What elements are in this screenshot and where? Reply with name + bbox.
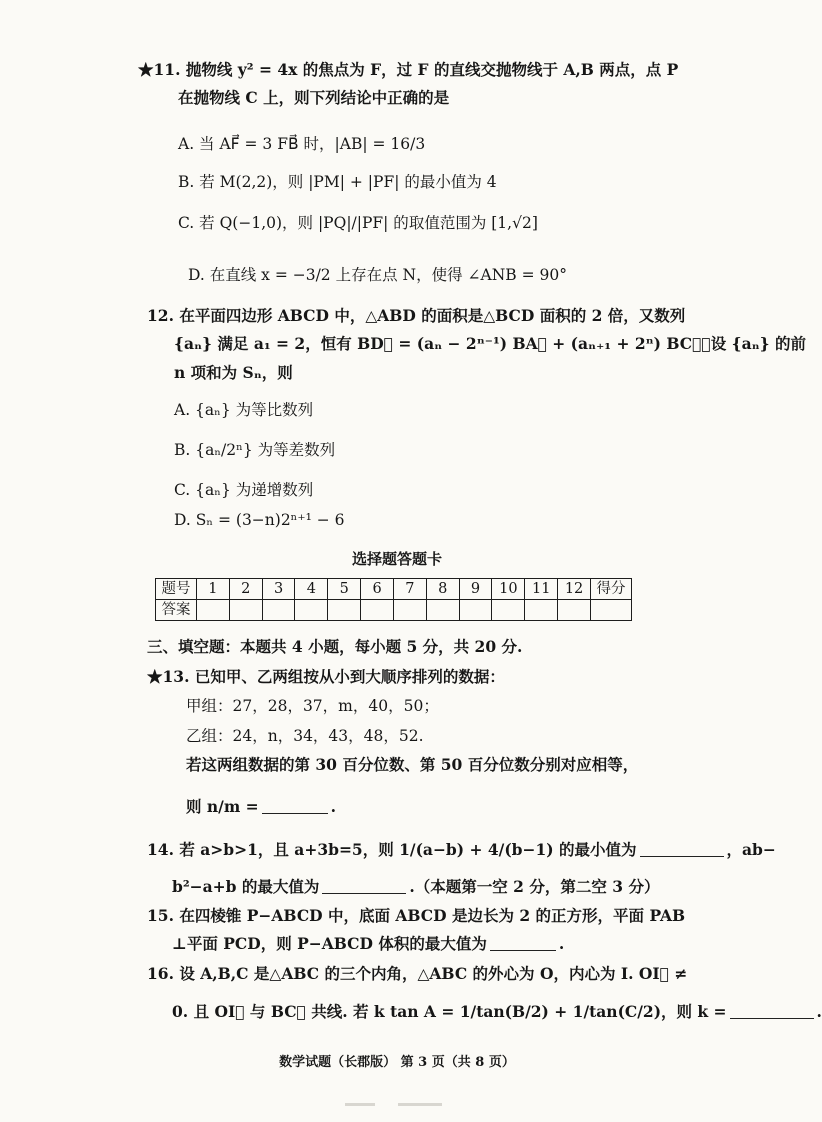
q13-line4: 若这两组数据的第 30 百分位数、第 50 百分位数分别对应相等， xyxy=(186,755,639,774)
question-number-cell: 1 xyxy=(197,579,230,600)
answer-cell[interactable] xyxy=(295,600,328,621)
q16-line1: 16. 设 A,B,C 是△ABC 的三个内角，△ABC 的外心为 O，内心为 I. OI⃗ ≠ xyxy=(147,964,688,983)
q13-group-b: 乙组：24，n，34，43，48，52. xyxy=(186,727,424,745)
answer-cell[interactable] xyxy=(426,600,459,621)
q11-option-d: D. 在直线 x = −3/2 上存在点 N，使得 ∠ANB = 90° xyxy=(188,266,567,284)
question-number-cell: 5 xyxy=(328,579,361,600)
answer-header: 答案 xyxy=(156,600,197,621)
answer-cell[interactable] xyxy=(492,600,525,621)
question-number-cell: 11 xyxy=(525,579,558,600)
question-number-cell: 9 xyxy=(459,579,492,600)
q15-line2 xyxy=(172,934,564,954)
answer-cell[interactable] xyxy=(393,600,426,621)
q12-option-d: D. Sₙ = (3−n)2ⁿ⁺¹ − 6 xyxy=(174,511,345,529)
answer-cell[interactable] xyxy=(558,600,591,621)
q12-line3: n 项和为 Sₙ，则 xyxy=(174,363,293,382)
q15-line1: 15. 在四棱锥 P−ABCD 中，底面 ABCD 是边长为 2 的正方形，平面 PAB xyxy=(147,906,686,925)
q14-line1 xyxy=(147,840,776,860)
scan-mark xyxy=(398,1103,442,1106)
page-footer: 数学试题（长郡版） 第 3 页（共 8 页） xyxy=(279,1055,515,1070)
answer-card-title: 选择题答题卡 xyxy=(351,550,442,568)
score-header: 得分 xyxy=(591,579,632,600)
q12-option-b: B. {aₙ/2ⁿ} 为等差数列 xyxy=(174,441,336,459)
q13-line1: ★13. 已知甲、乙两组按从小到大顺序排列的数据： xyxy=(147,667,505,686)
q13-group-a: 甲组：27，28，37，m，40，50； xyxy=(186,697,439,715)
q12-option-c: C. {aₙ} 为递增数列 xyxy=(174,481,314,499)
question-number-cell: 7 xyxy=(393,579,426,600)
q14-line2 xyxy=(172,877,659,897)
q12-option-a: A. {aₙ} 为等比数列 xyxy=(174,401,314,419)
q11-line1: ★11. 抛物线 y² = 4x 的焦点为 F，过 F 的直线交抛物线于 A,B 两点，点 P xyxy=(138,60,679,79)
question-number-cell: 8 xyxy=(426,579,459,600)
q13-prefix: 则 n/m = xyxy=(186,797,259,816)
question-number-cell: 10 xyxy=(492,579,525,600)
q16-text: 0. 且 OI⃗ 与 BC⃗ 共线. 若 k tan A = 1/tan(B/2) + 1/tan(C/2)，则 k = xyxy=(172,1002,727,1021)
q13-suffix: . xyxy=(330,797,337,816)
q14-text-4: .（本题第一空 2 分，第二空 3 分） xyxy=(409,877,660,896)
q15-text: ⊥平面 PCD，则 P−ABCD 体积的最大值为 xyxy=(172,934,487,953)
answer-cell[interactable] xyxy=(525,600,558,621)
question-number-cell: 2 xyxy=(229,579,262,600)
answer-card-answer-row xyxy=(156,600,632,621)
q16-line2 xyxy=(172,1002,822,1022)
q11-option-c: C. 若 Q(−1,0)，则 |PQ|/|PF| 的取值范围为 [1,√2] xyxy=(178,214,538,232)
q15-suffix: . xyxy=(558,934,565,953)
answer-card-table xyxy=(155,578,632,621)
answer-cell[interactable] xyxy=(229,600,262,621)
answer-cell[interactable] xyxy=(197,600,230,621)
scan-mark xyxy=(345,1103,375,1106)
score-cell[interactable] xyxy=(591,600,632,621)
q16-suffix: . xyxy=(816,1002,822,1021)
answer-cell[interactable] xyxy=(262,600,295,621)
q11-option-a: A. 当 AF⃗ = 3 FB⃗ 时，|AB| = 16/3 xyxy=(178,135,426,153)
q13-answer-blank[interactable] xyxy=(262,799,328,814)
q15-answer-blank[interactable] xyxy=(490,936,556,951)
answer-cell[interactable] xyxy=(361,600,394,621)
question-number-cell: 3 xyxy=(262,579,295,600)
q11-option-b: B. 若 M(2,2)，则 |PM| + |PF| 的最小值为 4 xyxy=(178,173,497,191)
question-number-cell: 6 xyxy=(361,579,394,600)
q14-text-1: 14. 若 a>b>1，且 a+3b=5，则 1/(a−b) + 4/(b−1) 的最小值为 xyxy=(147,840,637,859)
q16-answer-blank[interactable] xyxy=(730,1004,814,1019)
answer-cell[interactable] xyxy=(328,600,361,621)
q14-blank-1[interactable] xyxy=(640,842,724,857)
question-number-cell: 12 xyxy=(558,579,591,600)
question-number-cell: 4 xyxy=(295,579,328,600)
q12-line2: {aₙ} 满足 a₁ = 2，恒有 BD⃗ = (aₙ − 2ⁿ⁻¹) BA⃗ + (aₙ₊₁ + 2ⁿ) BC⃗，设 {aₙ} 的前 xyxy=(174,334,807,353)
q14-blank-2[interactable] xyxy=(322,879,406,894)
question-number-header: 题号 xyxy=(156,579,197,600)
answer-cell[interactable] xyxy=(459,600,492,621)
answer-card-number-row xyxy=(156,579,632,600)
q13-line5 xyxy=(186,797,336,817)
section-3-heading: 三、填空题：本题共 4 小题，每小题 5 分，共 20 分. xyxy=(147,637,523,656)
q14-text-3: b²−a+b 的最大值为 xyxy=(172,877,320,896)
q12-line1: 12. 在平面四边形 ABCD 中，△ABD 的面积是△BCD 面积的 2 倍，又数列 xyxy=(147,306,686,325)
q14-text-2: ，ab− xyxy=(726,840,776,859)
q11-line2: 在抛物线 C 上，则下列结论中正确的是 xyxy=(178,88,450,107)
